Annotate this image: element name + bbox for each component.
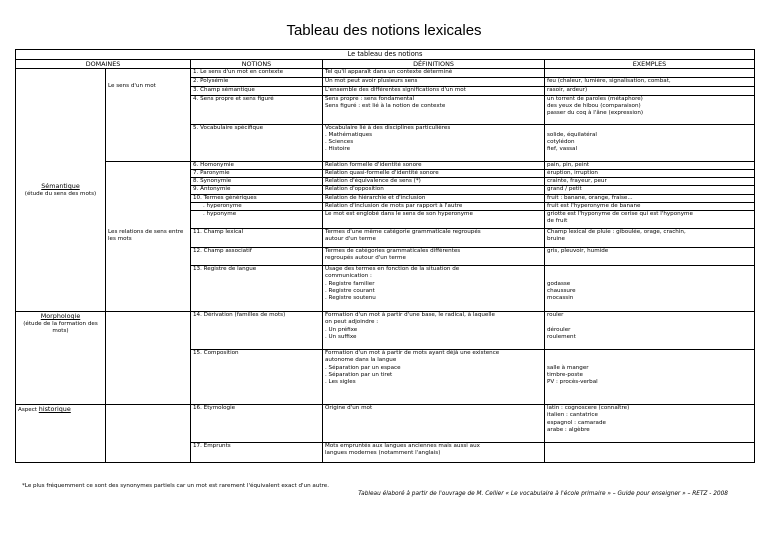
example-cell: godasse chaussure mocassin (545, 266, 755, 312)
domain-sublabel: (étude du sens des mots) (24, 190, 97, 197)
example-cell: crainte, frayeur, peur (545, 178, 755, 186)
domain-label: Morphologie (40, 312, 81, 321)
example-cell: Champ lexical de pluie : giboulée, orage, crachin, bruine (545, 229, 755, 248)
notion-cell: . hyperonyme (191, 202, 323, 210)
domain-historique (16, 405, 106, 463)
definition-cell: Origine d'un mot (323, 405, 545, 443)
definition-cell: Sens propre : sens fondamental Sens figuré : est lié à la notion de contexte (323, 95, 545, 124)
definition-cell: Relation quasi-formelle d'identité sonore (323, 169, 545, 177)
notion-cell: 2. Polysémie (191, 77, 323, 86)
example-cell: feu (chaleur, lumière, signalisation, combat, (545, 77, 755, 86)
example-cell: rasoir, ardeur) (545, 86, 755, 95)
example-cell: rouler dérouler roulement (545, 312, 755, 350)
notion-cell: 15. Composition (191, 350, 323, 405)
definition-cell: Relation d'inclusion de mots par rapport à l'autre (323, 202, 545, 210)
definition-cell: Formation d'un mot à partir d'une base, le radical, à laquelle on peut adjoindre : . Un préfixe . Un suffixe (323, 312, 545, 350)
notion-cell: 16. Etymologie (191, 405, 323, 443)
example-cell (545, 69, 755, 77)
subdomain-empty (106, 405, 191, 463)
example-cell: éruption, irruption (545, 169, 755, 177)
subdomain-empty (106, 312, 191, 405)
example-cell: pain, pin, peint (545, 161, 755, 169)
definition-cell: Un mot peut avoir plusieurs sens (323, 77, 545, 86)
domain-sublabel: (étude de la formation des mots) (23, 320, 98, 334)
definition-cell: Mots empruntés aux langues anciennes mais aussi aux langues modernes (notamment l'anglais) (323, 443, 545, 463)
example-cell: gris, pleuvoir, humide (545, 248, 755, 266)
notion-cell: 13. Registre de langue (191, 266, 323, 312)
notion-cell: . hyponyme (191, 211, 323, 229)
notion-cell: 6. Homonymie (191, 161, 323, 169)
notion-cell: 10. Termes génériques (191, 194, 323, 202)
example-cell: fruit : banane, orange, fraise... (545, 194, 755, 202)
example-cell: latin : cognoscere (connaître) italien : cantatrice espagnol : camarade arabe : algèbre (545, 405, 755, 443)
definition-cell: Relation d'opposition (323, 186, 545, 194)
subdomain-relations: Les relations de sens entre les mots (106, 161, 191, 312)
definition-cell: Relation de hiérarchie et d'inclusion (323, 194, 545, 202)
domain-morphologie (16, 312, 106, 405)
page-title: Tableau des notions lexicales (286, 22, 482, 39)
example-cell: griotte est l'hyponyme de cerise qui est l'hyponyme de fruit (545, 211, 755, 229)
example-cell: un torrent de paroles (métaphore) des yeux de hibou (comparaison) passer du coq à l'âne (expression) (545, 95, 755, 124)
notion-cell: 4. Sens propre et sens figuré (191, 95, 323, 124)
definition-cell: Usage des termes en fonction de la situation de communication : . Registre familier . Registre courant . Registre soutenu (323, 266, 545, 312)
domain-label: Sémantique (41, 182, 80, 191)
definition-cell: Relation formelle d'identité sonore (323, 161, 545, 169)
notion-cell: 7. Paronymie (191, 169, 323, 177)
definition-cell: L'ensemble des différentes significations d'un mot (323, 86, 545, 95)
notion-cell: 14. Dérivation (familles de mots) (191, 312, 323, 350)
definition-cell: Vocabulaire lié à des disciplines particulières . Mathématiques . Sciences . Histoire (323, 124, 545, 161)
notion-cell: 11. Champ lexical (191, 229, 323, 248)
header-domaines: DOMAINES (16, 60, 191, 69)
domain-label: historique (38, 405, 71, 414)
header-definitions: DÉFINITIONS (323, 60, 545, 69)
notion-cell: 8. Synonymie (191, 178, 323, 186)
definition-cell: Formation d'un mot à partir de mots ayant déjà une existence autonome dans la langue . Séparation par un espace . Séparation par un tiret . Les sigles (323, 350, 545, 405)
header-exemples: EXEMPLES (545, 60, 755, 69)
example-cell (545, 443, 755, 463)
definition-cell: Tel qu'il apparaît dans un contexte déterminé (323, 69, 545, 77)
table-caption: Le tableau des notions (16, 50, 755, 60)
source-credit: Tableau élaboré à partir de l'ouvrage de M. Cellier « Le vocabulaire à l'école primaire » – Guide pour enseigner » – RETZ - 2008 (358, 491, 728, 497)
example-cell: grand / petit (545, 186, 755, 194)
definition-cell: Relation d'équivalence de sens (*) (323, 178, 545, 186)
domain-label-prefix: Aspect (18, 407, 39, 414)
example-cell: fruit est l'hyperonyme de banane (545, 202, 755, 210)
notion-cell: 1. Le sens d'un mot en contexte (191, 69, 323, 77)
notions-table (15, 49, 755, 463)
subdomain-sens-mot: Le sens d'un mot (106, 69, 191, 161)
definition-cell: Termes d'une même catégorie grammaticale regroupés autour d'un terme (323, 229, 545, 248)
definition-cell: Termes de catégories grammaticales différentes regroupés autour d'un terme (323, 248, 545, 266)
header-notions: NOTIONS (191, 60, 323, 69)
notion-cell: 9. Antonymie (191, 186, 323, 194)
footnote: *Le plus fréquemment ce sont des synonymes partiels car un mot est rarement l'équivalent exact d'un autre. (22, 483, 329, 489)
notion-cell: 3. Champ sémantique (191, 86, 323, 95)
notion-cell: 17. Emprunts (191, 443, 323, 463)
example-cell: solide, équilatéral cotylédon fief, vassal (545, 124, 755, 161)
domain-semantique (16, 69, 106, 312)
notion-cell: 5. Vocabulaire spécifique (191, 124, 323, 161)
definition-cell: Le mot est englobé dans le sens de son hyperonyme (323, 211, 545, 229)
example-cell: salle à manger timbre-poste PV : procès-verbal (545, 350, 755, 405)
notion-cell: 12. Champ associatif (191, 248, 323, 266)
